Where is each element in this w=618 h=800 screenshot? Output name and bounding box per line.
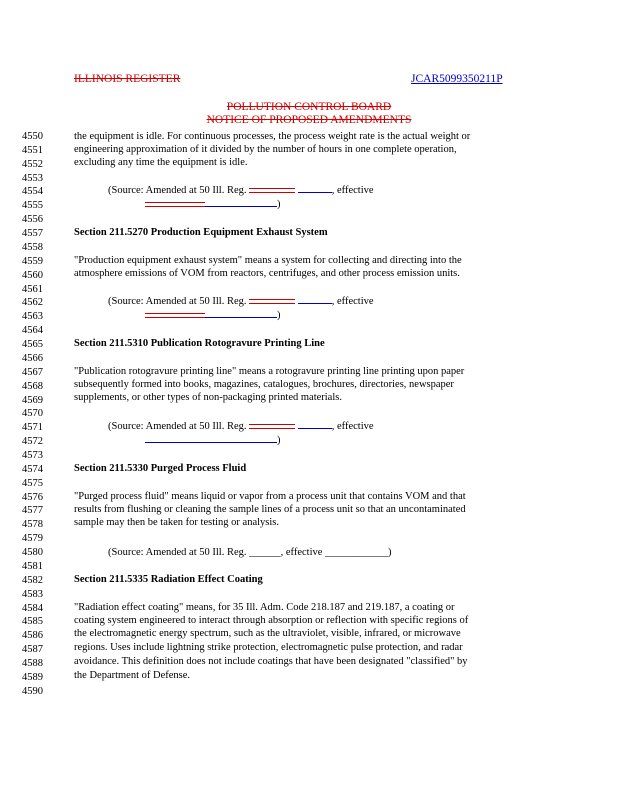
body-line: subsequently formed into books, magazines, catalogues, brochures, directories, newspaper xyxy=(74,379,454,390)
source-label: (Source: Amended at 50 Ill. Reg. xyxy=(108,421,247,432)
section-heading: Section 211.5270 Production Equipment Exhaust System xyxy=(74,227,328,238)
body-line: regions. Uses include lightning strike protection, electromagnetic pulse protection, and radar xyxy=(74,642,463,653)
line-number: 4582 xyxy=(22,574,43,586)
body-line: "Purged process fluid" means liquid or vapor from a process unit that contains VOM and that xyxy=(74,491,466,502)
body-line: engineering approximation of it divided by the number of hours in one complete operation, xyxy=(74,144,457,155)
line-number: 4581 xyxy=(22,560,43,572)
body-line: "Radiation effect coating" means, for 35 Ill. Adm. Code 218.187 and 219.187, a coating or xyxy=(74,602,455,613)
source-label: (Source: Amended at 50 Ill. Reg. xyxy=(108,296,247,307)
line-number: 4574 xyxy=(22,463,43,475)
body-line: "Production equipment exhaust system" means a system for collecting and directing into the xyxy=(74,255,462,266)
line-number: 4568 xyxy=(22,380,43,392)
source-note xyxy=(108,420,578,433)
line-number: 4561 xyxy=(22,283,43,295)
section-heading: Section 211.5330 Purged Process Fluid xyxy=(74,463,247,474)
section-heading: Section 211.5310 Publication Rotogravure Printing Line xyxy=(74,338,325,349)
line-number: 4567 xyxy=(22,366,43,378)
notice-title: NOTICE OF PROPOSED AMENDMENTS xyxy=(206,114,412,126)
line-number: 4569 xyxy=(22,394,43,406)
line-number: 4563 xyxy=(22,311,43,323)
deleted-blank xyxy=(249,303,295,304)
body-line: the equipment is idle. For continuous processes, the process weight rate is the actual weight or xyxy=(74,131,471,142)
inserted-blank xyxy=(298,303,332,304)
body-line: the Department of Defense. xyxy=(74,670,191,681)
section-heading: Section 211.5335 Radiation Effect Coating xyxy=(74,574,263,585)
body-line: coating system engineered to interact through absorption or reflection with specific regions of xyxy=(74,615,469,626)
line-number: 4566 xyxy=(22,352,43,364)
board-name: POLLUTION CONTROL BOARD xyxy=(226,101,392,113)
line-number: 4564 xyxy=(22,325,43,337)
closing-paren: ) xyxy=(277,435,281,446)
inserted-blank xyxy=(145,442,277,443)
line-number: 4575 xyxy=(22,477,43,489)
body-line: supplements, or other types of non-packaging printed materials. xyxy=(74,392,342,403)
line-number: 4572 xyxy=(22,436,43,448)
register-code: JCAR5099350211P xyxy=(411,73,503,85)
inserted-blank xyxy=(298,192,332,193)
line-number: 4557 xyxy=(22,228,43,240)
inserted-blank xyxy=(298,428,332,429)
deleted-blank xyxy=(249,192,295,193)
inserted-blank xyxy=(205,317,277,318)
inserted-blank xyxy=(205,206,277,207)
source-note-line2 xyxy=(145,198,615,211)
line-number: 4553 xyxy=(22,172,43,184)
line-number: 4576 xyxy=(22,491,43,503)
line-number: 4587 xyxy=(22,644,43,656)
line-number: 4552 xyxy=(22,158,43,170)
deleted-blank xyxy=(249,428,295,429)
line-number: 4571 xyxy=(22,422,43,434)
source-note-line2 xyxy=(145,309,615,322)
source-label: (Source: Amended at 50 Ill. Reg. xyxy=(108,185,247,196)
line-number: 4573 xyxy=(22,450,43,461)
body-line: results from flushing or cleaning the sample lines of a process unit so that an uncontaminated xyxy=(74,504,466,515)
body-line: excluding any time the equipment is idle. xyxy=(74,157,248,168)
line-number: 4559 xyxy=(22,255,43,267)
line-number: 4562 xyxy=(22,297,43,309)
deleted-blank xyxy=(145,317,205,318)
deleted-blank xyxy=(145,206,205,207)
source-note-line2 xyxy=(145,434,615,447)
line-number: 4551 xyxy=(22,144,43,156)
line-number: 4555 xyxy=(22,200,43,212)
effective-label: , effective xyxy=(331,185,374,196)
line-number: 4554 xyxy=(22,186,43,198)
body-line: "Publication rotogravure printing line" means a rotogravure printing line printing upon paper xyxy=(74,366,465,377)
line-number: 4579 xyxy=(22,533,43,545)
line-number: 4584 xyxy=(22,602,43,614)
line-number: 4550 xyxy=(22,131,43,142)
closing-paren: ) xyxy=(277,310,281,321)
line-number: 4570 xyxy=(22,408,43,420)
effective-label: , effective xyxy=(331,421,374,432)
body-line: sample may then be taken for testing or analysis. xyxy=(74,517,279,528)
line-number: 4577 xyxy=(22,505,43,517)
source-note: (Source: Amended at 50 Ill. Reg. ______, effective ____________) xyxy=(108,547,392,558)
register-title: ILLINOIS REGISTER xyxy=(74,73,181,85)
body-line: atmosphere emissions of VOM from reactors, centrifuges, and other process emission units. xyxy=(74,268,460,279)
body-line: the electromagnetic energy spectrum, such as the ultraviolet, visible, infrared, or microwave xyxy=(74,628,461,639)
line-number: 4589 xyxy=(22,671,43,683)
line-number: 4588 xyxy=(22,658,43,670)
line-number: 4586 xyxy=(22,630,43,642)
line-number: 4583 xyxy=(22,588,43,600)
closing-paren: ) xyxy=(277,199,281,210)
line-number: 4590 xyxy=(22,685,43,697)
line-number: 4580 xyxy=(22,547,43,559)
source-note xyxy=(108,295,578,308)
line-number: 4565 xyxy=(22,339,43,351)
effective-label: , effective xyxy=(331,296,374,307)
line-number: 4578 xyxy=(22,519,43,531)
line-number: 4558 xyxy=(22,241,43,253)
body-line: avoidance. This definition does not include coatings that have been designated "classified" by xyxy=(74,656,468,667)
line-number: 4556 xyxy=(22,214,43,226)
line-number: 4560 xyxy=(22,269,43,281)
source-note xyxy=(108,184,578,197)
line-number: 4585 xyxy=(22,616,43,628)
